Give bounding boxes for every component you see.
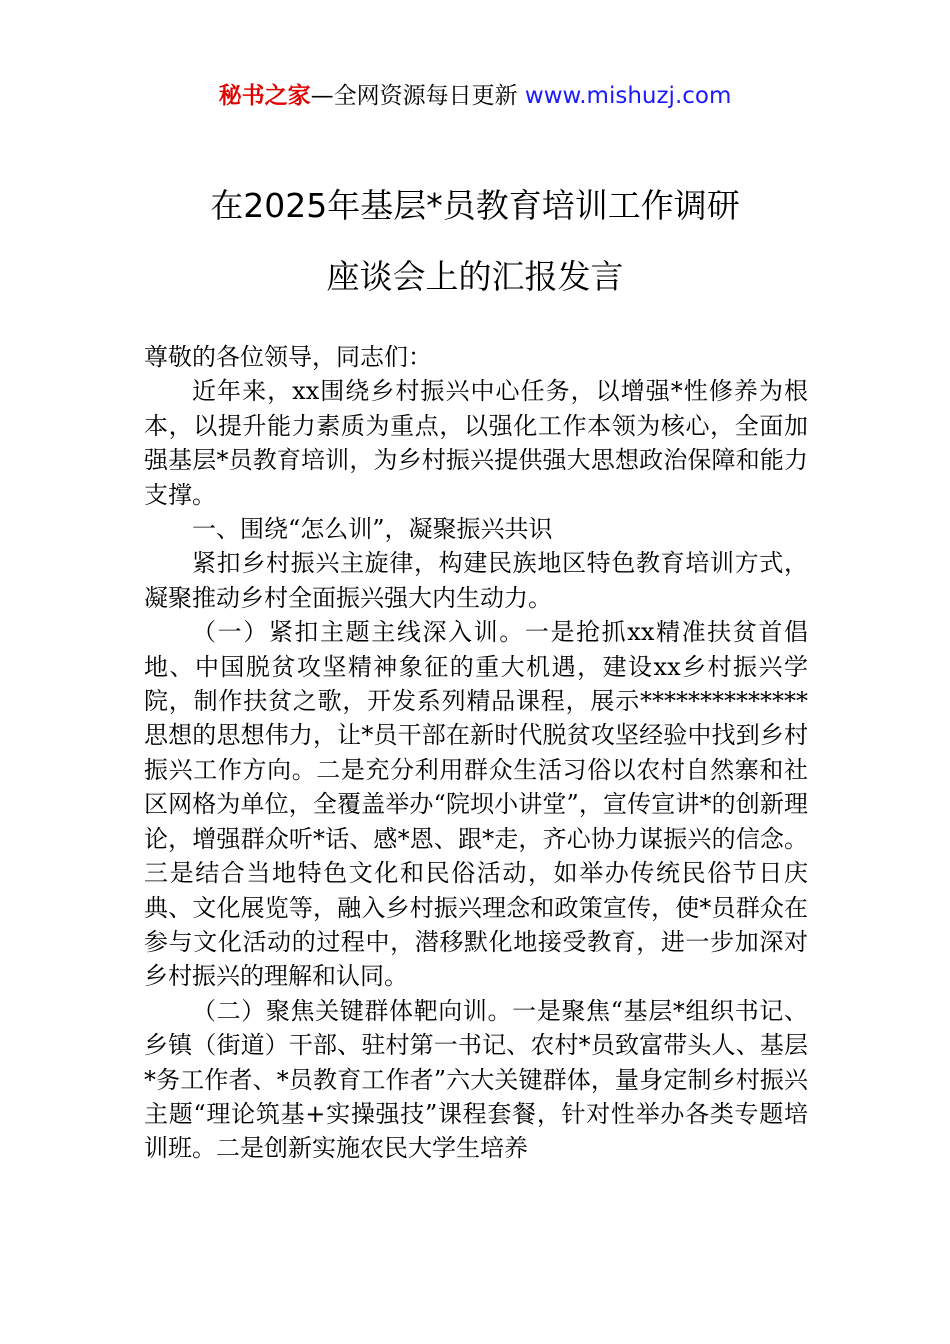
paragraph-subsection-2: （二）聚焦关键群体靶向训。一是聚焦“基层*组织书记、乡镇（街道）干部、驻村第一书记、农村*员致富带头人、基层*务工作者、*员教育工作者”六大关键群体，量身定制乡村振兴主题“理论筑基+实操强技”课程套餐，针对性举办各类专题培训班。二是创新实施农民大学生培养	[144, 996, 808, 1163]
site-header	[0, 80, 950, 112]
section-heading-1: 一、围绕“怎么训”，凝聚振兴共识	[192, 515, 553, 544]
document-title-line-1: 在2025年基层*员教育培训工作调研	[210, 186, 740, 225]
paragraph-subsection-1: （一）紧扣主题主线深入训。一是抢抓xx精准扶贫首倡地、中国脱贫攻坚精神象征的重大机遇，建设xx乡村振兴学院，制作扶贫之歌，开发系列精品课程，展示**************思想的思想伟力，让*员干部在新时代脱贫攻坚经验中找到乡村振兴工作方向。二是充分利用群众生活习俗以农村自然寨和社区网格为单位，全覆盖举办“院坝小讲堂”，宣传宣讲*的创新理论，增强群众听*话、感*恩、跟*走，齐心协力谋振兴的信念。三是结合当地特色文化和民俗活动，如举办传统民俗节日庆典、文化展览等，融入乡村振兴理念和政策宣传，使*员群众在参与文化活动的过程中，潜移默化地接受教育，进一步加深对乡村振兴的理解和认同。	[144, 618, 808, 991]
salutation: 尊敬的各位领导，同志们：	[144, 343, 432, 371]
paragraph-section-1-intro: 紧扣乡村振兴主旋律，构建民族地区特色教育培训方式，凝聚推动乡村全面振兴强大内生动力。	[144, 549, 808, 612]
site-tagline: —全网资源每日更新	[310, 83, 525, 109]
document-body	[144, 340, 808, 1166]
site-brand: 秘书之家	[218, 83, 311, 109]
document-title-line-2: 座谈会上的汇报发言	[326, 257, 624, 296]
paragraph-intro: 近年来，xx围绕乡村振兴中心任务，以增强*性修养为根本，以提升能力素质为重点，以强化工作本领为核心，全面加强基层*员教育培训，为乡村振兴提供强大思想政治保障和能力支撑。	[144, 377, 808, 509]
site-url-link[interactable]: www.mishuzj.com	[524, 83, 732, 109]
